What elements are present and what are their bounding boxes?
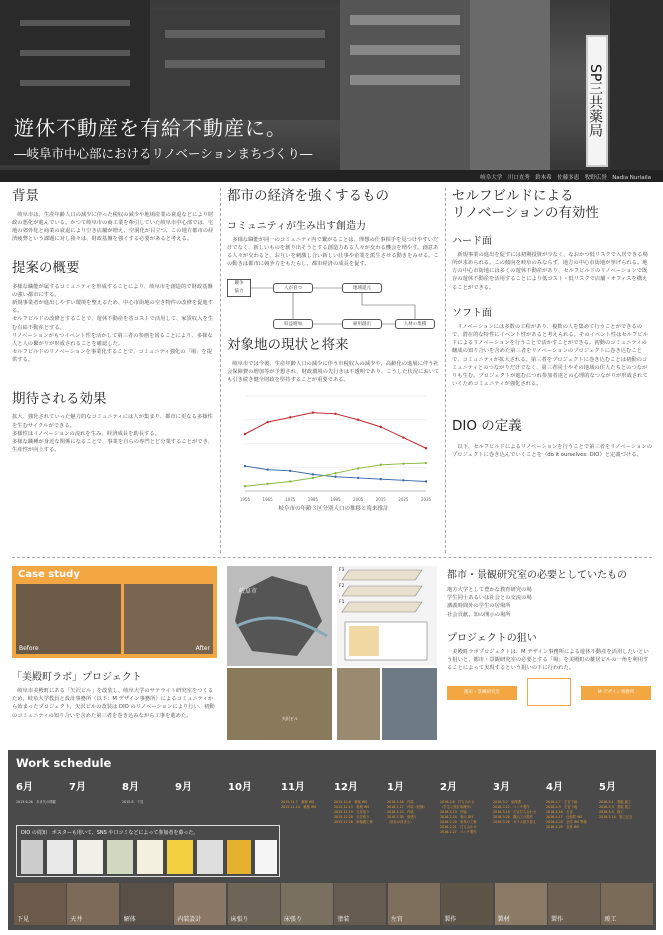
- heading-aim: プロジェクトの狙い: [447, 632, 537, 644]
- hard-text: 新規事業の進出を促すには初期投資が少なく、なおかつ低リスクで入居できる場所が求められる。この傾向を岐阜のみならず、地方の中心市街地が挙げられる。地方の中心市街地には多くの遊休不動産があり、セルフビルドのリノベーションで既存の遊休不動産を活用することにより低コスト・低リスクで店舗・オフィスを構えることができる。: [452, 251, 648, 291]
- x-tick-label: 1995: [330, 497, 341, 503]
- lab-box: 都市・景観研究室: [447, 686, 517, 700]
- month-label: 8月: [122, 782, 139, 793]
- heading-dio: DIO の定義: [452, 418, 522, 435]
- proposal-item: セルフビルドのリノベーションを事業化することで、コミュニティ強化の「場」を提供する。: [12, 349, 213, 364]
- work-photo-label: 天井: [70, 916, 83, 923]
- diagram-arrows: [227, 275, 440, 335]
- work-photo-label: 内装設計: [177, 916, 202, 923]
- month-events: 2016.4.7 左官下地 2016.4.9 左官下地 2016.4.16 左官 2016.4.17 仕組替 WS 2016.4.23 全体 WS 準備 2016.4.29 全体 WS: [546, 800, 587, 829]
- work-photo-label: 製作: [551, 916, 564, 923]
- month-events: 2016.1.16 内装 2016.1.17 内装（乾燥） 2016.1.23 内装 2016.1.30 壁張り （設計が決まる）: [387, 800, 427, 824]
- effect-item: 多様な職種が身近な関係になることで、事業を自らの専門とど分業することができ、生産性が向上する。: [12, 439, 213, 454]
- diagram-node: 人材の集積: [395, 319, 435, 329]
- column-right: [452, 188, 652, 460]
- background-text: 岐阜市は、生産年齢人口の減少に伴った税収の減少や地場産業の衰退などにより財政の悪化が進んでいる。かつて岐阜市の商工業を牽引していた岐阜市中心部では、宅地の郊外化と商業の衰退により空き店舗が増え、空洞化が目立つ。この地方都市の経済疲弊という課題に対し我々は、財政基盤を強くする必要があると考える。: [12, 211, 214, 243]
- building-label: 矢沢ビル: [282, 716, 298, 721]
- diagram-node: 収益増加: [273, 319, 313, 329]
- map-label: 岐阜市: [239, 588, 258, 595]
- month-label: 4月: [546, 782, 563, 793]
- hero-image: [0, 0, 663, 180]
- x-tick-label: 1965: [262, 497, 273, 503]
- needs-section: [447, 566, 652, 708]
- case-text: 岐阜市美殿町にある「矢沢ビル」を改装し、岐阜大学のサテライト研究室をつくるため、岐阜大学教員と設計事務所（以下：M デザイン事務所）によるコミュニティから始まったプロジェクト。矢沢ビルの改装は DIO のリノベーションにより行い、初動のコミュニティの知り合いを含めた第三者を巻き込みながら工事を進めた。: [12, 688, 215, 719]
- work-photo-label: 解体: [123, 916, 136, 923]
- work-photo-label: 製作: [444, 916, 457, 923]
- work-photo-label: 床張り: [284, 916, 303, 923]
- x-tick-label: 2035: [420, 497, 432, 503]
- heading-soft: ソフト面: [452, 307, 492, 319]
- need-item: 社会貢献。知の開示の場所: [447, 611, 511, 618]
- aerial-photo: [227, 668, 332, 740]
- proposal-item: 新規事業者が進出しやすい環境を整えるため、中心市街地の空き物件の改修を促進する。: [12, 299, 214, 315]
- before-label: Before: [19, 645, 39, 652]
- poster-thumb: [47, 840, 73, 874]
- community-text: 多様な職能が同一のコミュニティ内で繋がることは、理想の仕事相手を見つけやすいだけでなく、新しいものを創り出そうとする創造力ある人々が交わる機会を増やす。創意ある人々が交わると、お互いを刺激し合い新しい仕事や企業を派生させる動きをみせる。この動きは都市に競争力をもたらし、都市経済の成長を促す。: [227, 236, 439, 268]
- month-label: 2月: [440, 782, 457, 793]
- data-point: [380, 478, 382, 480]
- x-tick-label: 2005: [353, 497, 364, 503]
- month-events: 2015.12.6 案検 WS 2015.12.13 案検 WS 2015.12.19 天井取り 2015.12.20 天井取り 2015.12.26 床保護工事: [334, 800, 373, 824]
- month-events: 2016.2.6 打ち合わせ （学生と設計事務所） 2016.2.13 内装 2016.2.14 表示 DIY 2016.2.20 家具の工事 2016.2.21 打ち合わせ 2016.2.27 ベンチ製作: [440, 800, 477, 834]
- series-line: [245, 413, 426, 449]
- effect-item: 拡大、強化されていった魅力的なコミュニティには人が集まり、都市に更なる多様性を生むサイクルができる。: [12, 414, 213, 429]
- month-label: 3月: [493, 782, 510, 793]
- work-photo: [67, 883, 119, 925]
- street-photo: [337, 668, 380, 740]
- after-label: After: [195, 645, 210, 652]
- data-point: [289, 416, 291, 418]
- data-point: [334, 413, 336, 415]
- diagram-node: 人が育つ: [273, 283, 313, 293]
- work-photo: [174, 883, 226, 925]
- arcade-photo: [382, 668, 437, 740]
- chart-caption: 岐阜市の年齢３区分別人口の推移と将来推計: [278, 506, 389, 513]
- data-point: [402, 463, 404, 465]
- poster-thumb: [77, 840, 103, 874]
- case-study-label: Case study: [18, 569, 80, 580]
- data-point: [402, 437, 404, 439]
- poster-thumb: [167, 840, 193, 874]
- data-point: [334, 476, 336, 478]
- diagram-node: 雇用創出: [342, 319, 382, 329]
- dio-publicity-box: [16, 825, 280, 877]
- dio-publicity-label: DIO の周知 ポスターも用いて、SNS や口コミなどによって参加者を募った。: [21, 830, 199, 836]
- center-box: [527, 678, 571, 706]
- heading-target: 対象地の現状と将来: [227, 336, 349, 353]
- heading-needs: 都市・景観研究室の必要としていたもの: [447, 570, 627, 581]
- data-point: [244, 485, 246, 487]
- proposal-item: セルフビルドの改修とすることで、遊休不動産を省コストで活用して、家賃収入を生む有給不動産とする。: [12, 316, 214, 331]
- need-item: 学生同士あるいは社会との交流の場: [447, 595, 532, 602]
- case-study-photos: [12, 566, 217, 658]
- data-point: [425, 480, 427, 482]
- diagram-node: 地域還元: [342, 283, 382, 293]
- aim-text: 美殿町ラボプロジェクトは、M デザイン事務所による遊休不動産を活用したいという狙いと、都市・景観研究室の必要とする「場」を美殿町の雑居ビルの一角を利用することによって実現するという狙いの下に行われた。: [447, 648, 649, 672]
- floor-plan-drawing: [337, 566, 437, 666]
- gifu-map: [227, 566, 332, 666]
- work-photo: [14, 883, 66, 925]
- poster-thumb: [255, 840, 277, 874]
- month-label: 12月: [334, 782, 358, 793]
- floor-plans: [337, 566, 437, 666]
- work-photo: [121, 883, 173, 925]
- poster-thumb: [21, 840, 43, 874]
- poster-subtitle: ―岐阜市中心部におけるリノベーションまちづくり―: [14, 146, 313, 161]
- column-left: [12, 188, 214, 454]
- month-events: 2016.3.2 床保護 2016.3.12 ベンチ製作 2016.3.19 左官打ち合わせ 2016.3.20 鍛冶工の製作 2016.3.26 ガラス張り替え: [493, 800, 537, 824]
- work-photo: [601, 883, 653, 925]
- data-point: [312, 477, 314, 479]
- work-photo-label: 塗装: [337, 916, 350, 923]
- community-diagram: [227, 275, 440, 335]
- pharmacy-sign: SP三共薬局: [586, 35, 608, 167]
- work-photo: [228, 883, 280, 925]
- work-photo: [334, 883, 386, 925]
- divider: [220, 188, 221, 553]
- work-photo: [548, 883, 600, 925]
- aim-diagram: [447, 678, 652, 708]
- month-events: 2015.11.7 案検 WS 2015.11.14 案検 WS: [281, 800, 317, 809]
- need-item: 講義時間外の学生の居場所: [447, 603, 511, 610]
- population-chart: [227, 390, 432, 505]
- data-point: [402, 479, 404, 481]
- case-study-text: [12, 668, 217, 720]
- data-point: [266, 483, 268, 485]
- work-photo-label: 左官: [390, 916, 403, 923]
- month-label: 7月: [69, 782, 86, 793]
- month-events: 2016.5.1 看板 施工 2016.5.3 看板 施工 2016.5.5 竣工 2016.5.14 竣工記念: [599, 800, 633, 819]
- floor-label: F1: [339, 600, 345, 605]
- data-point: [425, 447, 427, 449]
- data-point: [312, 412, 314, 414]
- work-photo: [388, 883, 440, 925]
- poster-thumb: [107, 840, 133, 874]
- design-office-box: M デザイン事務所: [581, 686, 651, 700]
- proposal-item: 多様な職能が属するコミュニティを形成することにより、岐阜市を創造的で財政基盤の強い都市にする。: [12, 283, 213, 298]
- heading-case: 「美殿町ラボ」プロジェクト: [12, 672, 142, 683]
- month-label: 9月: [175, 782, 192, 793]
- data-point: [380, 464, 382, 466]
- authors-bar: 岐阜大学 川口直秀 鈴木希 佐藤多恵 牧野広誉 Nadia Nurlaila: [0, 170, 663, 182]
- heading-hard: ハード面: [452, 235, 492, 247]
- data-point: [357, 467, 359, 469]
- poster-thumb: [137, 840, 163, 874]
- month-label: 11月: [281, 782, 305, 793]
- divider: [445, 188, 446, 553]
- month-label: 5月: [599, 782, 616, 793]
- data-point: [266, 421, 268, 423]
- heading-proposal: 提案の概要: [12, 259, 80, 276]
- data-point: [425, 462, 427, 464]
- map-shape: [227, 566, 332, 666]
- x-tick-label: 1975: [285, 497, 296, 503]
- x-tick-label: 2025: [398, 497, 409, 503]
- x-tick-label: 1955: [239, 497, 251, 503]
- work-photo-label: 下見: [17, 916, 30, 923]
- after-photo: [124, 584, 213, 654]
- poster-thumb: [197, 840, 223, 874]
- effect-item: 多様性はイノベーションの流れを生み、経済成長を助長する。: [12, 430, 160, 437]
- work-schedule: [8, 750, 656, 930]
- x-tick-label: 2015: [375, 497, 386, 503]
- month-label: 6月: [16, 782, 33, 793]
- data-point: [357, 419, 359, 421]
- data-point: [357, 477, 359, 479]
- proposal-item: リノベーションがもつイベント性を活かして第三者の参画を図ることにより、多様な人と人の繋がりが形成されることを確認した。: [12, 332, 213, 347]
- floor-label: F3: [339, 568, 345, 573]
- series-line: [245, 463, 426, 486]
- floor-label: F2: [339, 584, 345, 589]
- data-point: [244, 433, 246, 435]
- column-middle: [227, 188, 440, 514]
- data-point: [334, 472, 336, 474]
- x-tick-label: 1985: [307, 497, 318, 503]
- soft-text: リノベーションには多数の工程があり、複数の人を集めて行うことができるので、潜在的な特性にイベント性があると考えられる。そのイベント性はセルフビルドによるリノベーションを行うことで活かすことができる。初動のコミュニティの醸成の知り合いを含めた第三者をリノベーションのプロジェクトに巻き込むことで、コミュニティが拡大される。第三者をプロジェクトに巻き込むことは初動のコミュニティとのつながりだけでなく、第三者同士やその地域の住人たちとのつながりも生む。プロジェクトが進むにつれ参加者達との心理的なつながりが形成されていくためコミュニティが強化される。: [452, 323, 648, 388]
- data-point: [244, 465, 246, 467]
- data-point: [289, 470, 291, 472]
- work-photo: [281, 883, 333, 925]
- need-item: 地方大学として豊かな教育研究の場: [447, 587, 532, 593]
- heading-effects: 期待される効果: [12, 390, 107, 407]
- heading-background: 背景: [12, 188, 39, 204]
- data-point: [380, 426, 382, 428]
- heading-economy: 都市の経済を強くするもの: [227, 188, 389, 204]
- data-point: [289, 480, 291, 482]
- dio-text: 以下、セルフビルドによるリノベーションを行うことで第三者をリノベーションのプロジェクトに巻き込んでいくことを（do it ourselves: DIO）と定義づける。: [452, 444, 653, 459]
- effects-list: [12, 413, 214, 454]
- heading-community: コミュニティが生み出す創造力: [227, 220, 366, 232]
- data-point: [266, 469, 268, 471]
- poster-title: 遊休不動産を有給不動産に。: [14, 116, 287, 140]
- schedule-title: Work schedule: [16, 756, 112, 770]
- work-photo-label: 竣工: [604, 916, 617, 923]
- month-events: 2015.8 下見: [122, 800, 144, 804]
- poster-thumb: [227, 840, 251, 874]
- work-photo-label: 床張り: [230, 916, 249, 923]
- heading-selfbuild: セルフビルドによる リノベーションの有効性: [452, 188, 599, 221]
- data-point: [312, 473, 314, 475]
- proposal-list: [12, 283, 214, 365]
- work-photo: [441, 883, 493, 925]
- before-photo: [16, 584, 121, 654]
- section-divider: [12, 557, 652, 558]
- diagram-node: 競争 協力: [227, 279, 251, 297]
- month-label: 1月: [387, 782, 404, 793]
- month-events: 2015.6.26 あま矢の開催: [16, 800, 56, 804]
- month-label: 10月: [228, 782, 252, 793]
- target-text: 岐阜市では今後、生産年齢人口の減少に伴う市税収入の減少や、高齢化の進展に伴う社会保障費の増加等が予想され、財政環境の先行きは不透明であり、こうした状況においても引き続き健全財政を堅持することが重要である。: [227, 360, 440, 383]
- needs-list: [447, 586, 652, 619]
- work-photo-label: 製材: [497, 916, 510, 923]
- work-photo: [495, 883, 547, 925]
